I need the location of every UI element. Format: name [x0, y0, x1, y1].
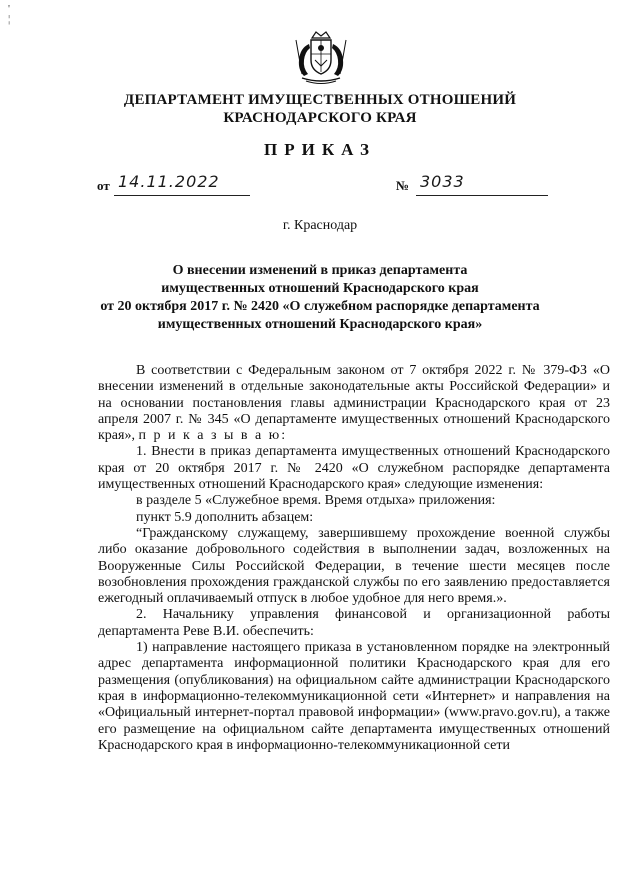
coat-of-arms-icon	[292, 30, 350, 86]
paragraph-point-5-9: пункт 5.9 дополнить абзацем:	[136, 509, 314, 525]
handwritten-number: 3033	[420, 172, 465, 191]
paragraph-item-1: 1. Внести в приказ департамента имущественных отношений Краснодарского края от 20 октября 2017 г. № 2420 «О служебном распорядке департамента имущественных отношений Краснодарского края» следующие изменения:	[98, 444, 610, 493]
city: г. Краснодар	[282, 218, 358, 233]
paragraph-subitem-1: 1) направление настоящего приказа в установленном порядке на электронный адрес департамента информационной политики Краснодарского края для его размещения (опубликования) на официальном сайте администрации Краснодарского края в информационно-телекоммуникационной сети «Интернет» и направления на «Официальный интернет-портал правовой информации» (www.pravo.gov.ru), а также его размещение на официальном сайте департамента имущественных отношений Краснодарского края в информационно-телекоммуникационной сети	[98, 640, 610, 753]
document-type-heading: ПРИКАЗ	[264, 140, 376, 159]
preamble-text: В соответствии с Федеральным законом от 7 октября 2022 г. № 379-ФЗ «О внесении изменений в отдельные законодательные акты Российской Федерации» и на основании постановления главы администрации Краснодарского края от 23 апреля 2007 г. № 345 «О департаменте имущественных отношений Краснодарского края»,	[98, 363, 610, 444]
corner-scan-mark: ' ¦	[8, 3, 11, 25]
order-verb: п р и к а з ы в а ю:	[138, 428, 288, 444]
department-name-line1: ДЕПАРТАМЕНТ ИМУЩЕСТВЕННЫХ ОТНОШЕНИЙ	[123, 92, 517, 108]
order-title-line2: имущественных отношений Краснодарского края	[161, 281, 479, 296]
number-underline	[416, 195, 548, 196]
date-underline	[114, 195, 250, 196]
order-title-line1: О внесении изменений в приказ департамента	[172, 263, 468, 278]
order-title	[60, 262, 580, 334]
order-body	[98, 363, 610, 754]
paragraph-section-5: в разделе 5 «Служебное время. Время отдыха» приложения:	[136, 493, 496, 509]
order-title-line4: имущественных отношений Краснодарского края»	[157, 317, 483, 332]
number-label: №	[396, 178, 410, 193]
handwritten-date: 14.11.2022	[118, 172, 220, 191]
date-label: от	[97, 178, 110, 193]
paragraph-added-text: “Гражданскому служащему, завершившему прохождение военной службы либо оказание добровольного содействия в выполнении задач, возложенных на Вооруженные Силы Российской Федерации, в течение шести месяцев после возобновления прохождения гражданской службы по его заявлению предоставляется ежегодный оплачиваемый отпуск в любое удобное для него время.».	[98, 525, 610, 607]
paragraph-item-2: 2. Начальнику управления финансовой и организационной работы департамента Реве В.И. обеспечить:	[98, 607, 610, 639]
department-name-line2: КРАСНОДАРСКОГО КРАЯ	[223, 110, 417, 126]
order-title-line3: от 20 октября 2017 г. № 2420 «О служебном распорядке департамента	[100, 299, 540, 314]
preamble-paragraph	[98, 363, 610, 444]
